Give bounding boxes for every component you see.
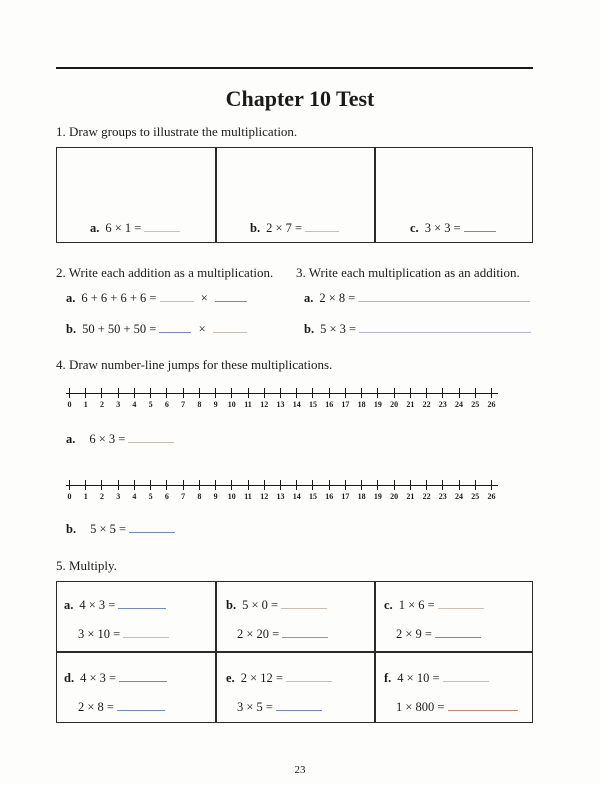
item-expression: 3 × 5 =: [237, 700, 273, 714]
page-number: 23: [294, 764, 306, 776]
number-line-tick: [199, 388, 200, 398]
number-line-label: 10: [227, 492, 236, 501]
answer-blank[interactable]: [281, 598, 327, 609]
number-line-label: 21: [406, 492, 415, 501]
number-line-tick: [475, 480, 476, 490]
answer-blank[interactable]: [144, 221, 180, 232]
number-line-tick: [329, 388, 330, 398]
item-expression: 2 × 7 =: [266, 221, 303, 235]
number-line-label: 23: [438, 492, 447, 501]
number-line-label: 26: [487, 400, 496, 409]
number-line-tick: [183, 480, 184, 490]
number-line-label: 19: [373, 400, 382, 409]
q1-item-c: [410, 221, 496, 236]
number-line-label: 8: [197, 492, 202, 501]
number-line-label: 25: [471, 492, 480, 501]
number-line-tick: [101, 388, 102, 398]
number-line-label: 7: [181, 400, 186, 409]
number-line-tick: [248, 480, 249, 490]
q5-cell-d: [64, 671, 167, 686]
item-expression: 2 × 12 =: [240, 671, 283, 685]
number-line-label: 3: [116, 400, 121, 409]
item-expression: 6 + 6 + 6 + 6 =: [81, 291, 157, 305]
number-line-tick: [394, 480, 395, 490]
number-line-axis: [66, 485, 498, 486]
item-expression: 3 × 10 =: [78, 627, 121, 641]
q5-cell-f-line2: [396, 700, 518, 715]
number-line-tick: [312, 480, 313, 490]
q4-item-a: [66, 432, 174, 447]
number-line-tick: [312, 388, 313, 398]
item-expression: 50 + 50 + 50 =: [82, 322, 157, 336]
number-line-tick: [134, 480, 135, 490]
number-line-label: 2: [99, 492, 104, 501]
number-line-tick: [491, 388, 492, 398]
question-1-text: 1. Draw groups to illustrate the multiplication.: [56, 124, 298, 139]
item-expression: 4 × 3 =: [80, 671, 117, 685]
number-line-tick: [426, 480, 427, 490]
number-line-label: 6: [164, 492, 169, 501]
number-line-label: 14: [292, 400, 301, 409]
q3-item-a: [304, 291, 530, 306]
answer-blank[interactable]: [160, 291, 194, 302]
number-line-label: 3: [116, 492, 121, 501]
item-label: c.: [384, 598, 393, 612]
number-line-label: 4: [132, 492, 137, 501]
q5-cell-f: [384, 671, 489, 686]
number-line-tick: [280, 388, 281, 398]
answer-blank[interactable]: [276, 700, 322, 711]
number-line-tick: [248, 388, 249, 398]
number-line-label: 0: [67, 400, 72, 409]
q5-cell-e-line2: [237, 700, 322, 715]
q3-item-b: [304, 322, 531, 337]
item-label: b.: [66, 322, 77, 336]
answer-blank[interactable]: [128, 432, 174, 443]
number-line-label: 15: [308, 492, 317, 501]
number-line-tick: [329, 480, 330, 490]
item-expression: 1 × 800 =: [396, 700, 445, 714]
number-line-label: 19: [373, 492, 382, 501]
item-label: b.: [304, 322, 315, 336]
number-line-label: 7: [181, 492, 186, 501]
answer-blank[interactable]: [123, 627, 169, 638]
answer-blank[interactable]: [213, 322, 247, 333]
number-line-label: 1: [83, 492, 88, 501]
number-line-label: 5: [148, 492, 153, 501]
number-line-label: 24: [455, 400, 464, 409]
number-line-axis: [66, 393, 498, 394]
number-line-tick: [280, 480, 281, 490]
item-label: a.: [90, 221, 100, 235]
q2-item-a: [66, 291, 247, 306]
item-expression: 5 × 0 =: [242, 598, 279, 612]
number-line-tick: [231, 388, 232, 398]
answer-blank[interactable]: [119, 671, 167, 682]
number-line-label: 20: [390, 400, 399, 409]
item-label: e.: [226, 671, 235, 685]
number-line-label: 9: [213, 400, 218, 409]
question-3-text: 3. Write each multiplication as an addition.: [296, 265, 520, 280]
number-line-label: 13: [276, 492, 285, 501]
q5-cell-a-line2: [78, 627, 169, 642]
q1-item-a: [90, 221, 180, 236]
item-expression: 2 × 8 =: [78, 700, 114, 714]
number-line-label: 1: [83, 400, 88, 409]
answer-blank[interactable]: [282, 627, 328, 638]
number-line-tick: [377, 480, 378, 490]
number-line-tick: [101, 480, 102, 490]
item-label: a.: [64, 598, 74, 612]
answer-blank[interactable]: [464, 221, 496, 232]
number-line-label: 9: [213, 492, 218, 501]
number-line-label: 17: [341, 400, 350, 409]
number-line-label: 4: [132, 400, 137, 409]
number-line-tick: [199, 480, 200, 490]
number-line-b: [66, 480, 498, 502]
number-line-label: 23: [438, 400, 447, 409]
item-expression: 2 × 20 =: [237, 627, 280, 641]
number-line-label: 5: [148, 400, 153, 409]
number-line-label: 0: [67, 492, 72, 501]
number-line-label: 25: [471, 400, 480, 409]
answer-blank[interactable]: [305, 221, 339, 232]
item-label: a.: [66, 432, 76, 446]
item-expression: 5 × 5 =: [90, 522, 127, 536]
question-5-text: 5. Multiply.: [56, 558, 117, 573]
q1-item-b: [250, 221, 339, 236]
number-line-tick: [442, 388, 443, 398]
q5-cell-d-line2: [78, 700, 165, 715]
q5-cell-c-line2: [396, 627, 481, 642]
answer-blank[interactable]: [286, 671, 332, 682]
item-label: b.: [250, 221, 261, 235]
item-label: f.: [384, 671, 392, 685]
number-line-tick: [442, 480, 443, 490]
number-line-label: 21: [406, 400, 415, 409]
number-line-tick: [361, 388, 362, 398]
number-line-tick: [118, 388, 119, 398]
number-line-label: 13: [276, 400, 285, 409]
top-rule: [56, 67, 533, 69]
grid-divider: [374, 147, 376, 243]
times-sign: ×: [200, 291, 208, 305]
q5-cell-b-line2: [237, 627, 328, 642]
number-line-tick: [85, 480, 86, 490]
number-line-tick: [361, 480, 362, 490]
q2-item-b: [66, 322, 247, 337]
q4-item-b: [66, 522, 175, 537]
number-line-tick: [459, 480, 460, 490]
number-line-label: 12: [260, 492, 269, 501]
number-line-tick: [410, 388, 411, 398]
number-line-label: 12: [260, 400, 269, 409]
number-line-tick: [166, 388, 167, 398]
answer-blank[interactable]: [159, 322, 191, 333]
answer-blank[interactable]: [117, 700, 165, 711]
page-title: Chapter 10 Test: [225, 86, 375, 111]
item-expression: 6 × 1 =: [105, 221, 142, 235]
number-line-label: 10: [227, 400, 236, 409]
number-line-label: 18: [357, 492, 366, 501]
number-line-label: 17: [341, 492, 350, 501]
q5-cell-c: [384, 598, 484, 613]
item-label: a.: [304, 291, 314, 305]
number-line-tick: [377, 388, 378, 398]
number-line-label: 14: [292, 492, 301, 501]
number-line-a: [66, 388, 498, 410]
number-line-tick: [69, 480, 70, 490]
number-line-tick: [231, 480, 232, 490]
number-line-label: 2: [99, 400, 104, 409]
number-line-tick: [459, 388, 460, 398]
item-label: d.: [64, 671, 75, 685]
number-line-tick: [85, 388, 86, 398]
grid-divider: [56, 651, 533, 653]
number-line-label: 8: [197, 400, 202, 409]
item-expression: 2 × 9 =: [396, 627, 432, 641]
number-line-tick: [410, 480, 411, 490]
item-expression: 4 × 3 =: [79, 598, 116, 612]
number-line-tick: [491, 480, 492, 490]
number-line-tick: [264, 480, 265, 490]
q5-cell-e: [226, 671, 332, 686]
number-line-tick: [475, 388, 476, 398]
answer-blank[interactable]: [443, 671, 489, 682]
number-line-label: 22: [422, 492, 431, 501]
number-line-tick: [426, 388, 427, 398]
question-2-text: 2. Write each addition as a multiplication.: [56, 265, 274, 280]
item-expression: 5 × 3 =: [320, 322, 357, 336]
answer-blank[interactable]: [435, 627, 481, 638]
number-line-label: 15: [308, 400, 317, 409]
number-line-label: 16: [325, 492, 334, 501]
number-line-label: 22: [422, 400, 431, 409]
number-line-label: 26: [487, 492, 496, 501]
item-expression: 3 × 3 =: [424, 221, 461, 235]
number-line-label: 18: [357, 400, 366, 409]
item-expression: 6 × 3 =: [89, 432, 126, 446]
number-line-label: 11: [244, 492, 252, 501]
number-line-tick: [150, 388, 151, 398]
times-sign: ×: [198, 322, 206, 336]
item-expression: 2 × 8 =: [319, 291, 356, 305]
number-line-tick: [345, 480, 346, 490]
number-line-label: 20: [390, 492, 399, 501]
item-expression: 1 × 6 =: [398, 598, 435, 612]
item-label: c.: [410, 221, 419, 235]
answer-blank[interactable]: [358, 291, 530, 302]
number-line-tick: [166, 480, 167, 490]
number-line-label: 11: [244, 400, 252, 409]
item-label: b.: [66, 522, 77, 536]
number-line-tick: [134, 388, 135, 398]
answer-blank[interactable]: [448, 700, 518, 711]
number-line-tick: [183, 388, 184, 398]
answer-blank[interactable]: [438, 598, 484, 609]
number-line-tick: [118, 480, 119, 490]
number-line-label: 16: [325, 400, 334, 409]
number-line-label: 24: [455, 492, 464, 501]
q5-cell-b: [226, 598, 327, 613]
number-line-tick: [215, 480, 216, 490]
answer-blank[interactable]: [129, 522, 175, 533]
item-label: a.: [66, 291, 76, 305]
question-4-text: 4. Draw number-line jumps for these multiplications.: [56, 357, 333, 372]
number-line-tick: [296, 480, 297, 490]
item-expression: 4 × 10 =: [397, 671, 440, 685]
grid-divider: [215, 147, 217, 243]
number-line-tick: [296, 388, 297, 398]
number-line-tick: [394, 388, 395, 398]
number-line-tick: [264, 388, 265, 398]
number-line-tick: [215, 388, 216, 398]
q5-cell-a: [64, 598, 166, 613]
answer-blank[interactable]: [359, 322, 531, 333]
number-line-tick: [150, 480, 151, 490]
number-line-tick: [345, 388, 346, 398]
answer-blank[interactable]: [118, 598, 166, 609]
number-line-tick: [69, 388, 70, 398]
item-label: b.: [226, 598, 237, 612]
number-line-label: 6: [164, 400, 169, 409]
answer-blank[interactable]: [215, 291, 247, 302]
